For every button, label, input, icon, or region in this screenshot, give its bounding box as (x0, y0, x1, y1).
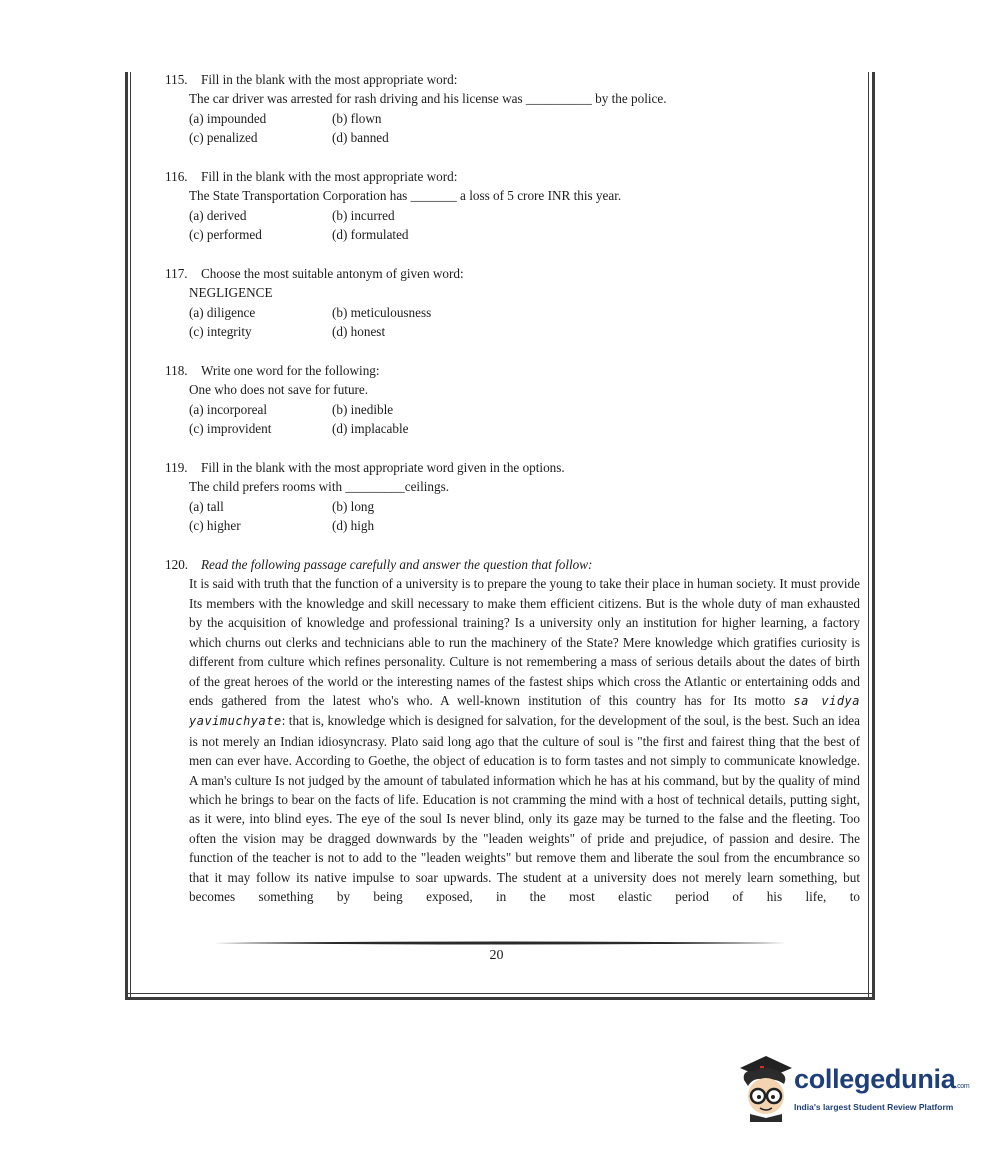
question-119 (165, 458, 860, 536)
option-b: (b) flown (332, 110, 382, 126)
question-number: 116. (165, 169, 188, 185)
options (165, 400, 860, 439)
option-d: (d) formulated (332, 227, 409, 243)
passage-motto: sa vidya yavimuchyate (189, 693, 860, 729)
question-list (165, 70, 860, 906)
page-frame-right (868, 72, 875, 1000)
logo-wordmark: collegedunia (794, 1064, 956, 1094)
option-c: (c) performed (189, 227, 262, 243)
mascot-icon (736, 1052, 794, 1122)
footer-rule (214, 941, 786, 945)
options (165, 303, 860, 342)
page-frame-bottom (125, 993, 875, 1000)
question-number: 118. (165, 363, 188, 379)
page-frame-left (125, 72, 131, 1000)
question-number: 120. (165, 557, 189, 573)
question-116 (165, 167, 860, 245)
question-line: NEGLIGENCE (189, 285, 273, 301)
question-line: The car driver was arrested for rash driving and his license was __________ by the police. (189, 91, 667, 107)
question-line: The child prefers rooms with _________ceilings. (189, 479, 450, 495)
option-c: (c) penalized (189, 130, 258, 146)
options (165, 109, 860, 148)
question-number: 117. (165, 266, 188, 282)
question-prompt: Read the following passage carefully and answer the question that follow: (201, 557, 593, 573)
question-prompt: Write one word for the following: (201, 363, 380, 379)
question-line: One who does not save for future. (189, 382, 369, 398)
passage-text-part-2: : that is, knowledge which is designed for salvation, for the development of the soul, is the best. Such an idea is not merely an Indian idiosyncrasy. Plato said long ago that the culture of soul is "the first and fairest thing that the best of men can ever have. According to Goethe, the object of education is to form tastes and not simply to communicate knowledge. A man's culture Is not judged by the amount of tabulated information which he has at his command, but by the quality of mind which he brings to bear on the facts of life. Education is not cramming the mind with a host of technical details, putting sight, as it were, into blind eyes. The eye of the soul Is never blind, only its gaze may be turned to the false and the fleeting. Too often the vision may be dragged downwards by the "leaden weights" of pride and prejudice, of passion and desire. The function of the teacher is not to add to the "leaden weights" but remove them and liberate the soul from the encumbrance so that it may follow its native impulse to soar upwards. The student at a university does not merely learn something, but becomes something by being exposed, in the most elastic period of his life, to (189, 713, 860, 904)
question-117 (165, 264, 860, 342)
option-a: (a) derived (189, 207, 247, 223)
question-prompt: Choose the most suitable antonym of given word: (201, 266, 464, 282)
page-number: 20 (489, 948, 504, 963)
question-115 (165, 70, 860, 148)
option-d: (d) high (332, 518, 375, 534)
option-d: (d) banned (332, 130, 389, 146)
option-a: (a) tall (189, 498, 224, 514)
option-a: (a) impounded (189, 110, 267, 126)
question-line: The State Transportation Corporation has _______ a loss of 5 crore INR this year. (189, 188, 622, 204)
option-b: (b) inedible (332, 401, 394, 417)
collegedunia-logo[interactable] (736, 1052, 970, 1122)
question-prompt: Fill in the blank with the most appropriate word: (201, 72, 458, 87)
option-c: (c) improvident (189, 421, 272, 437)
option-a: (a) diligence (189, 304, 256, 320)
question-prompt: Fill in the blank with the most appropriate word: (201, 169, 458, 185)
question-number: 119. (165, 460, 188, 476)
option-c: (c) higher (189, 518, 241, 534)
option-a: (a) incorporeal (189, 401, 267, 417)
option-b: (b) meticulousness (332, 304, 432, 320)
question-118 (165, 361, 860, 439)
passage-text-part-1: It is said with truth that the function of a university is to prepare the young to take their place in human society. It must provide Its members with the knowledge and skill necessary to make them efficient citizens. But is the whole duty of man exhausted by the acquisition of knowledge and professional training? Is a university only an institution for higher learning, a factory which churns out clerks and technicians able to run the machinery of the State? Mere knowledge which gratifies curiosity is different from culture which refines personality. Culture is not remembering a mass of serious details about the dates of birth of the great heroes of the world or the interesting names of the fastest ships which cross the Atlantic or entertaining odds and ends gathered from the latest who's who. A well-known institution of this country has for Its motto (189, 576, 860, 708)
option-b: (b) incurred (332, 207, 395, 223)
question-number: 115. (165, 72, 188, 87)
question-prompt: Fill in the blank with the most appropriate word given in the options. (201, 460, 565, 476)
option-d: (d) implacable (332, 421, 409, 437)
logo-tld: .com (955, 1083, 970, 1090)
reading-passage (165, 574, 860, 906)
question-120 (165, 555, 860, 906)
option-d: (d) honest (332, 324, 386, 340)
option-c: (c) integrity (189, 324, 252, 340)
options (165, 206, 860, 245)
logo-tagline: India's largest Student Review Platform (794, 1102, 954, 1112)
options (165, 497, 860, 536)
option-b: (b) long (332, 498, 375, 514)
